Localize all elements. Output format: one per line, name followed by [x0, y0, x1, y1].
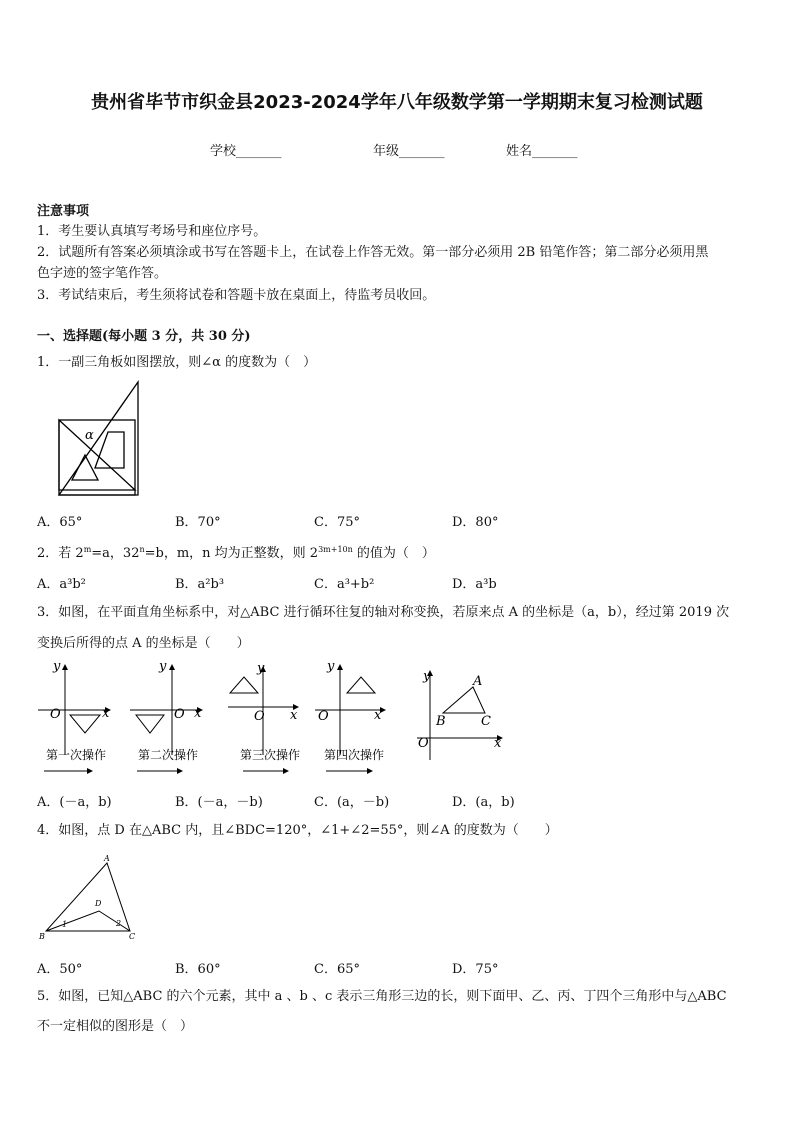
triangle-abc [443, 687, 485, 713]
q4-option-b[interactable]: B．60° [175, 962, 221, 977]
notice-item: 色字迹的签字笔作答。 [37, 266, 168, 281]
axis-x-label: x [102, 706, 110, 721]
triangle-step1 [70, 715, 100, 733]
q3-option-d[interactable]: D．(a，b) [452, 795, 515, 810]
point-a-label: A [473, 674, 483, 689]
section-heading: 一、选择题(每小题 3 分，共 30 分) [37, 329, 251, 344]
point-c-label: C [129, 932, 136, 941]
triangle-step2 [136, 715, 164, 733]
angle-1-label: 1 [62, 920, 68, 929]
point-a-label: A [104, 854, 110, 863]
name-field: 姓名_______ [506, 144, 578, 159]
triangle-step4 [347, 677, 375, 693]
angle-2-label: 2 [116, 919, 122, 928]
axis-y-label: y [257, 661, 265, 676]
notice-item: 1．考生要认真填写考场号和座位序号。 [37, 224, 267, 239]
q2-option-c[interactable]: C．a³+b² [314, 577, 375, 592]
q3-option-c[interactable]: C．(a，－b) [314, 795, 390, 810]
q4-triangle-figure [36, 853, 146, 945]
point-d-label: D [95, 899, 102, 908]
axis-x-label: x [374, 708, 382, 723]
triangle-step3 [230, 677, 258, 693]
axis-y-label: y [53, 659, 61, 674]
question-3-stem-cont: 变换后所得的点 A 的坐标是（ ） [37, 636, 250, 651]
q4-option-d[interactable]: D．75° [452, 962, 499, 977]
grade-field: 年级_______ [373, 144, 445, 159]
q3-transform-figure [30, 655, 510, 780]
step-label: 第四次操作 [324, 748, 385, 762]
axis-x-label: x [290, 708, 298, 723]
point-b-label: B [436, 714, 446, 729]
step-label: 第三次操作 [240, 748, 301, 762]
q3-option-b[interactable]: B．(－a，－b) [175, 795, 263, 810]
point-b-label: B [39, 932, 45, 941]
page-title: 贵州省毕节市织金县2023-2024学年八年级数学第一学期期末复习检测试题 [91, 92, 703, 113]
origin-label: O [50, 707, 61, 722]
origin-label: O [174, 707, 185, 722]
step-label: 第一次操作 [46, 748, 107, 762]
step-label: 第二次操作 [138, 748, 199, 762]
q2-option-a[interactable]: A．a³b² [37, 577, 86, 592]
school-field: 学校_______ [210, 144, 282, 159]
q2-option-b[interactable]: B．a²b³ [175, 577, 225, 592]
question-5-stem: 5．如图，已知△ABC 的六个元素，其中 a 、b 、c 表示三角形三边的长，则下面甲、乙、丙、丁四个三角形中与△ABC [37, 989, 727, 1004]
q2-option-d[interactable]: D．a³b [452, 577, 497, 592]
alpha-label: α [85, 428, 94, 443]
axis-y-label: y [159, 659, 167, 674]
question-1-stem: 1．一副三角板如图摆放，则∠α 的度数为（ ） [37, 355, 317, 370]
notice-item: 2．试题所有答案必须填涂或书写在答题卡上，在试卷上作答无效。第一部分必须用 2B 铅笔作答；第二部分必须用黑 [37, 245, 709, 260]
q1-option-d[interactable]: D．80° [452, 515, 499, 530]
axis-y-label: y [423, 669, 431, 684]
notice-heading: 注意事项 [37, 204, 90, 219]
question-2-stem: 2．若 $2^m=a$，$32^n=b$，m，n 均为正整数，则 $2^{3m+10n}$ 的值为（ ） [37, 545, 435, 561]
question-4-stem: 4．如图，点 D 在△ABC 内，且∠BDC=120°，∠1+∠2=55°，则∠A 的度数为（ ） [37, 823, 558, 838]
question-3-stem: 3．如图，在平面直角坐标系中，对△ABC 进行循环往复的轴对称变换，若原来点 A 的坐标是（a，b），经过第 2019 次 [37, 605, 730, 620]
axis-x-label: x [494, 736, 502, 751]
origin-label: O [318, 709, 329, 724]
large-triangle [59, 382, 138, 495]
q3-option-a[interactable]: A．(－a，b) [37, 795, 112, 810]
q1-set-square-figure [50, 380, 150, 500]
origin-label: O [254, 709, 265, 724]
origin-label: O [418, 736, 429, 751]
q4-option-a[interactable]: A．50° [37, 962, 83, 977]
question-5-stem-cont: 不一定相似的图形是（ ） [37, 1019, 194, 1034]
q1-option-b[interactable]: B．70° [175, 515, 221, 530]
q1-option-c[interactable]: C．75° [314, 515, 360, 530]
notice-item: 3．考试结束后，考生须将试卷和答题卡放在桌面上，待监考员收回。 [37, 288, 436, 303]
axis-y-label: y [327, 659, 335, 674]
q1-option-a[interactable]: A．65° [37, 515, 83, 530]
q4-option-c[interactable]: C．65° [314, 962, 360, 977]
axis-x-label: x [194, 706, 202, 721]
point-c-label: C [481, 714, 491, 729]
